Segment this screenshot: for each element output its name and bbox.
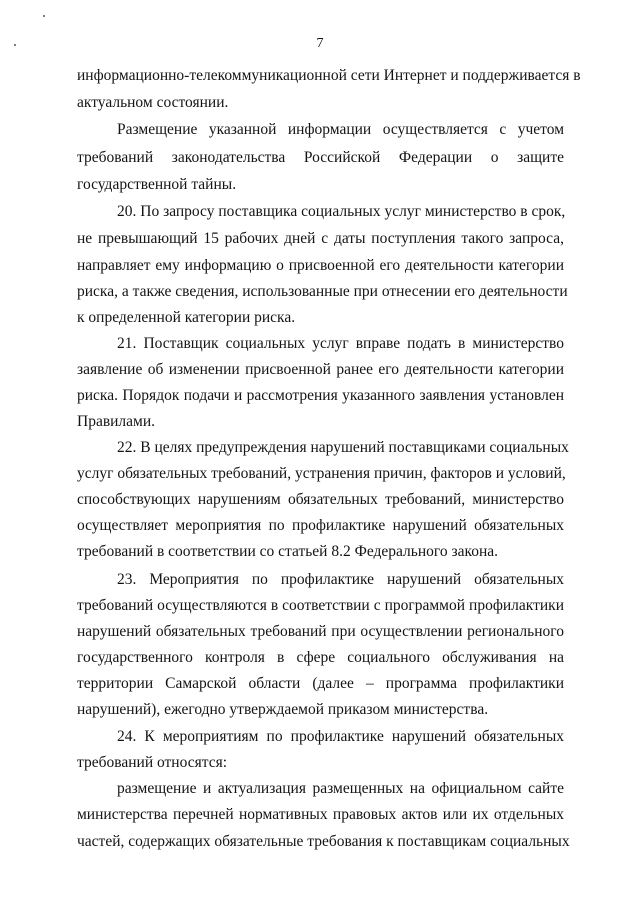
text-line: 23. Мероприятия по профилактике нарушений обязательных [117, 571, 564, 588]
text-line: нарушений), ежегодно утверждаемой приказом министерства. [77, 701, 489, 718]
text-line: требований в соответствии со статьей 8.2 Федерального закона. [77, 543, 499, 560]
text-line: требований относятся: [77, 754, 228, 771]
text-line: Размещение указанной информации осуществляется с учетом [117, 121, 564, 138]
text-line: риска, а также сведения, использованные при отнесении его деятельности [77, 283, 568, 300]
text-line: территории Самарской области (далее – программа профилактики [77, 675, 564, 692]
text-line: 22. В целях предупреждения нарушений поставщиками социальных [117, 439, 569, 456]
text-line: осуществляет мероприятия по профилактике нарушений обязательных [77, 517, 564, 534]
text-line: государственного контроля в сфере социального обслуживания на [77, 649, 564, 666]
scan-speck [43, 15, 45, 17]
text-line: к определенной категории риска. [77, 309, 296, 326]
text-line: услуг обязательных требований, устранения причин, факторов и условий, [77, 465, 566, 482]
text-line: 21. Поставщик социальных услуг вправе подать в министерство [117, 335, 564, 352]
page-number: 7 [316, 36, 324, 51]
text-line: информационно-телекоммуникационной сети Интернет и поддерживается в [77, 67, 581, 84]
text-line: способствующих нарушениям обязательных требований, министерство [77, 491, 564, 508]
text-line: риска. Порядок подачи и рассмотрения указанного заявления установлен [77, 387, 564, 404]
text-line: размещение и актуализация размещенных на официальном сайте [117, 780, 564, 797]
text-line: министерства перечней нормативных правовых актов или их отдельных [77, 806, 564, 823]
text-line: направляет ему информацию о присвоенной его деятельности категории [77, 257, 564, 274]
text-line: актуальном состоянии. [77, 94, 229, 111]
text-line: частей, содержащих обязательные требования к поставщикам социальных [77, 833, 570, 850]
text-line: не превышающий 15 рабочих дней с даты поступления такого запроса, [77, 230, 564, 247]
text-line: 24. К мероприятиям по профилактике нарушений обязательных [117, 728, 564, 745]
text-line: 20. По запросу поставщика социальных услуг министерство в срок, [117, 203, 566, 220]
text-line: заявление об изменении присвоенной ранее его деятельности категории [77, 361, 564, 378]
text-line: нарушений обязательных требований при осуществлении регионального [77, 623, 564, 640]
text-line: государственной тайны. [77, 176, 237, 193]
text-line: Правилами. [77, 413, 156, 430]
text-line: требований осуществляются в соответствии с программой профилактики [77, 597, 564, 614]
text-line: требований законодательства Российской Федерации о защите [77, 149, 564, 166]
